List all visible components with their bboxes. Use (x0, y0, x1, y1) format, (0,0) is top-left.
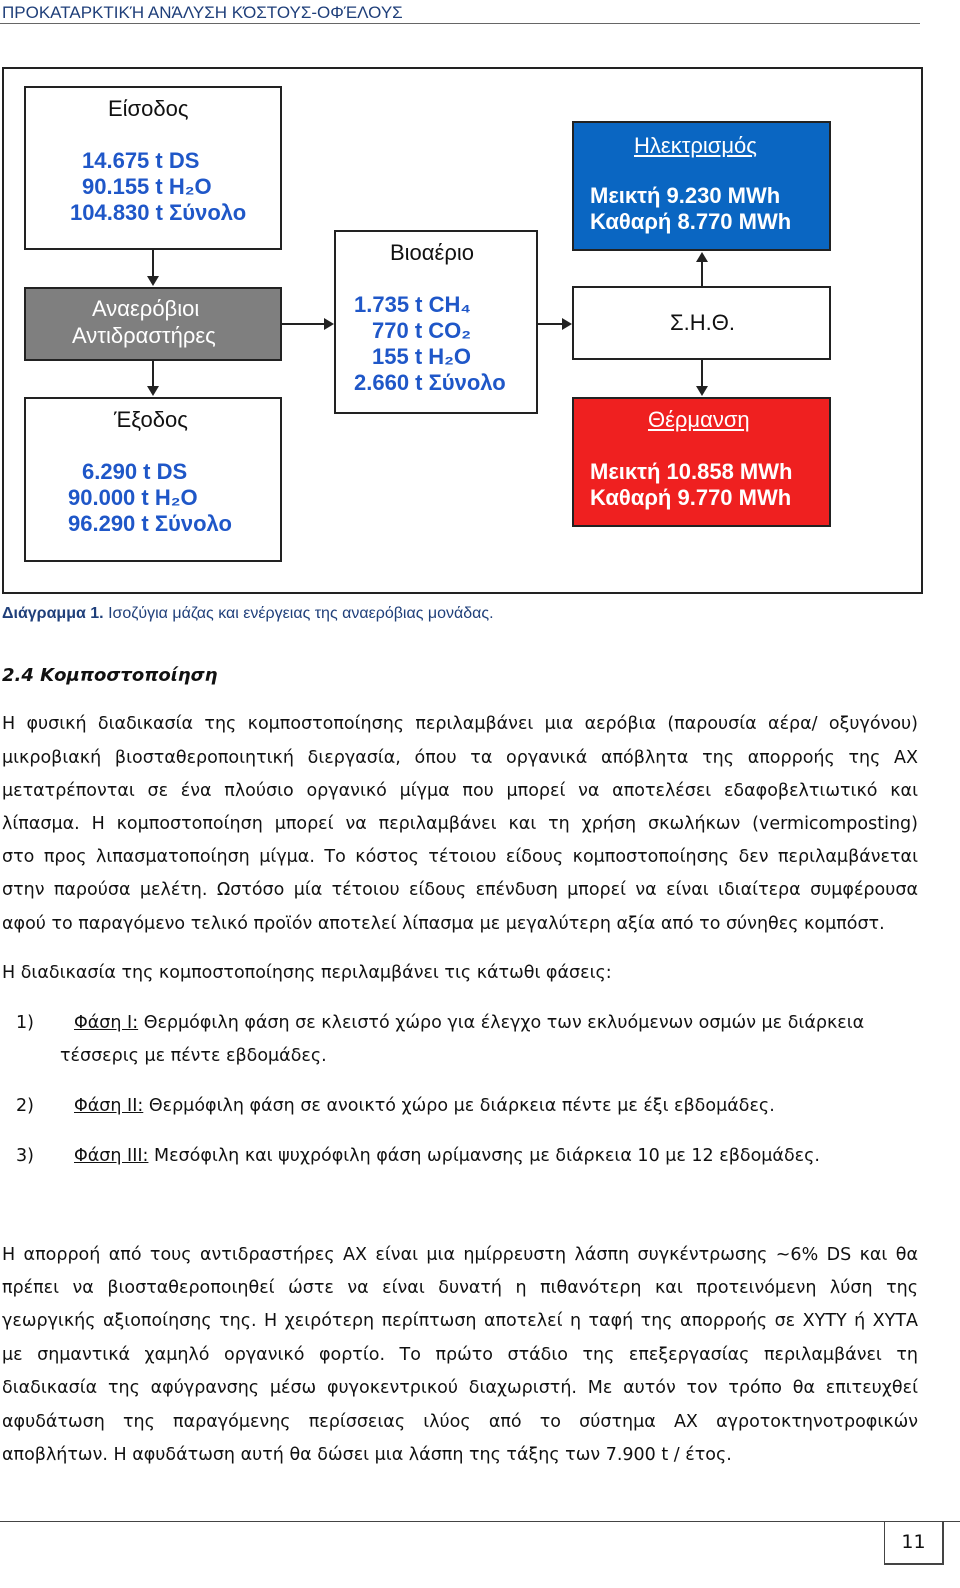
phases-intro: Η διαδικασία της κομποστοποίησης περιλαμβάνει τις κάτωθι φάσεις: (2, 963, 612, 983)
paragraph-line: Η απορροή από τους αντιδραστήρες ΑΧ είναι μια ημίρρευστη λάσπη συγκέντρωσης ~6% DS και θα (2, 1245, 918, 1265)
arrow-chp-to-electricity (701, 262, 703, 286)
input-total: 104.830 t Σύνολο (70, 200, 247, 225)
paragraph-line: αποβλήτων. Η αφυδάτωση αυτή θα δώσει μια λάσπη της τάξης των 7.900 t / έτος. (2, 1445, 732, 1465)
phase-label: Φάση ΙΙ: (74, 1096, 144, 1116)
reactors-line2: Αντιδραστήρες (72, 323, 216, 348)
paragraph-line: αφυδάτωση της παραγόμενης περίσσειας ιλύος από το σύστημα ΑΧ αγροτοκτηνοτροφικών (2, 1412, 918, 1432)
biogas-title: Βιοαέριο (390, 240, 474, 265)
list-number: 1) (16, 1013, 34, 1033)
paragraph-line: μικροβιακή βιοσταθεροποιητική διεργασία, όπου τα οργανικά απόβλητα της απορροής της ΑΧ (2, 748, 918, 768)
arrow-biogas-to-chp (538, 323, 564, 325)
page-number: 11 (884, 1521, 944, 1565)
caption-text: Ισοζύγια μάζας και ενέργειας της αναερόβιας μονάδας. (103, 605, 494, 622)
list-number: 3) (16, 1146, 34, 1166)
footer-rule (0, 1521, 960, 1522)
paragraph-line: αφού το παραγόμενο τελικό προϊόν αποτελεί λίπασμα με μεγαλύτερη αξία από το σύνηθες κομπόστ. (2, 914, 885, 934)
paragraph-line: λίπασμα. Η κομποστοποίηση μπορεί να περιλαμβάνει και τη χρήση σκωλήκων (vermicomposting) (2, 814, 918, 834)
heating-title: Θέρμανση (648, 407, 750, 432)
section-title: 2.4 Κομποστοποίηση (2, 665, 218, 686)
list-item (74, 1146, 820, 1166)
list-item-continuation: τέσσερις με πέντε εβδομάδες. (60, 1046, 327, 1066)
phase-text: Μεσόφιλη και ψυχρόφιλη φάση ωρίμανσης με διάρκεια 10 με 12 εβδομάδες. (148, 1146, 820, 1166)
caption-label: Διάγραμμα 1. (2, 605, 104, 622)
input-title: Είσοδος (108, 96, 189, 121)
heating-box (572, 397, 831, 527)
chp-box (572, 286, 831, 360)
paragraph-line: διαδικασία της αφύγρανσης μέσω φυγοκεντρικού διαχωριστή. Με αυτόν τον τρόπο θα επιτευχθεί (2, 1378, 918, 1398)
paragraph-line: γεωργικής αξιοποίησης της. Η χειρότερη περίπτωση αποτελεί η ταφή της απορροής σε ΧΥΤΥ ή ΧΥΤΑ (2, 1311, 918, 1331)
list-item (74, 1096, 775, 1116)
electricity-box (572, 121, 831, 251)
phase-label: Φάση Ι: (74, 1013, 139, 1033)
arrow-reactors-to-output (152, 361, 154, 388)
input-ds: 14.675 t DS (82, 148, 200, 173)
phase-text: Θερμόφιλη φάση σε ανοικτό χώρο με διάρκεια πέντε με έξι εβδομάδες. (143, 1096, 775, 1116)
arrow-head (696, 252, 708, 262)
paragraph-line: στο προς λιπασματοποίηση μίγμα. Το κόστος τέτοιου είδους κομποστοποίησης δεν περιλαμβάνεται (2, 847, 918, 867)
paragraph-line: πρέπει να βιοσταθεροποιηθεί ώστε να είναι δυνατή η πιθανότερη και προτεινόμενη λύση της (2, 1278, 918, 1298)
heating-net: Καθαρή 9.770 MWh (590, 485, 792, 510)
arrow-head (147, 276, 159, 286)
figure-caption (2, 605, 494, 623)
output-water: 90.000 t H₂O (68, 485, 198, 510)
phase-label: Φάση ΙΙΙ: (74, 1146, 149, 1166)
output-box (24, 397, 282, 562)
phase-text: Θερμόφιλη φάση σε κλειστό χώρο για έλεγχο των εκλυόμενων οσμών με διάρκεια (138, 1013, 865, 1033)
paragraph-line: μετατρέπονται σε ένα πλούσιο οργανικό μίγμα που μπορεί να αποτελέσει εδαφοβελτιωτικό και (2, 781, 918, 801)
list-item (74, 1013, 864, 1033)
arrow-head (324, 318, 334, 330)
biogas-water: 155 t H₂O (372, 344, 472, 369)
arrow-reactors-to-biogas (282, 323, 326, 325)
output-total: 96.290 t Σύνολο (68, 511, 232, 536)
chp-title: Σ.Η.Θ. (670, 310, 735, 335)
output-title: Έξοδος (114, 407, 188, 432)
arrow-head (147, 386, 159, 396)
electricity-net: Καθαρή 8.770 MWh (590, 209, 792, 234)
biogas-ch4: 1.735 t CH₄ (354, 292, 471, 317)
paragraph-line: στην παρούσα μελέτη. Ωστόσο μία τέτοιου είδους επένδυση μπορεί να είναι ιδιαίτερα συμφέρουσα (2, 880, 918, 900)
running-header: ΠΡΟΚΑΤΑΡΚΤΙΚΉ ΑΝΆΛΥΣΗ ΚΌΣΤΟΥΣ-ΟΦΈΛΟΥΣ (2, 3, 403, 22)
heating-gross: Μεικτή 10.858 MWh (590, 459, 793, 484)
paragraph-line: Η φυσική διαδικασία της κομποστοποίησης περιλαμβάνει μια αερόβια (παρουσία αέρα/ οξυγόνου) (2, 714, 918, 734)
arrow-input-to-reactors (152, 250, 154, 278)
arrow-chp-to-heating (701, 360, 703, 388)
biogas-co2: 770 t CO₂ (372, 318, 472, 343)
list-number: 2) (16, 1096, 34, 1116)
arrow-head (696, 386, 708, 396)
header-rule (0, 23, 920, 24)
electricity-gross: Μεικτή 9.230 MWh (590, 183, 781, 208)
electricity-title: Ηλεκτρισμός (634, 133, 757, 158)
arrow-head (562, 318, 572, 330)
reactors-line1: Αναερόβιοι (92, 296, 200, 321)
input-water: 90.155 t H₂O (82, 174, 212, 199)
biogas-total: 2.660 t Σύνολο (354, 370, 506, 395)
paragraph-line: με σημαντικά χαμηλό οργανικό φορτίο. Το πρώτο στάδιο της επεξεργασίας περιλαμβάνει τη (2, 1345, 918, 1365)
biogas-box (334, 230, 538, 414)
output-ds: 6.290 t DS (82, 459, 188, 484)
input-box (24, 86, 282, 250)
reactors-box (24, 287, 282, 361)
